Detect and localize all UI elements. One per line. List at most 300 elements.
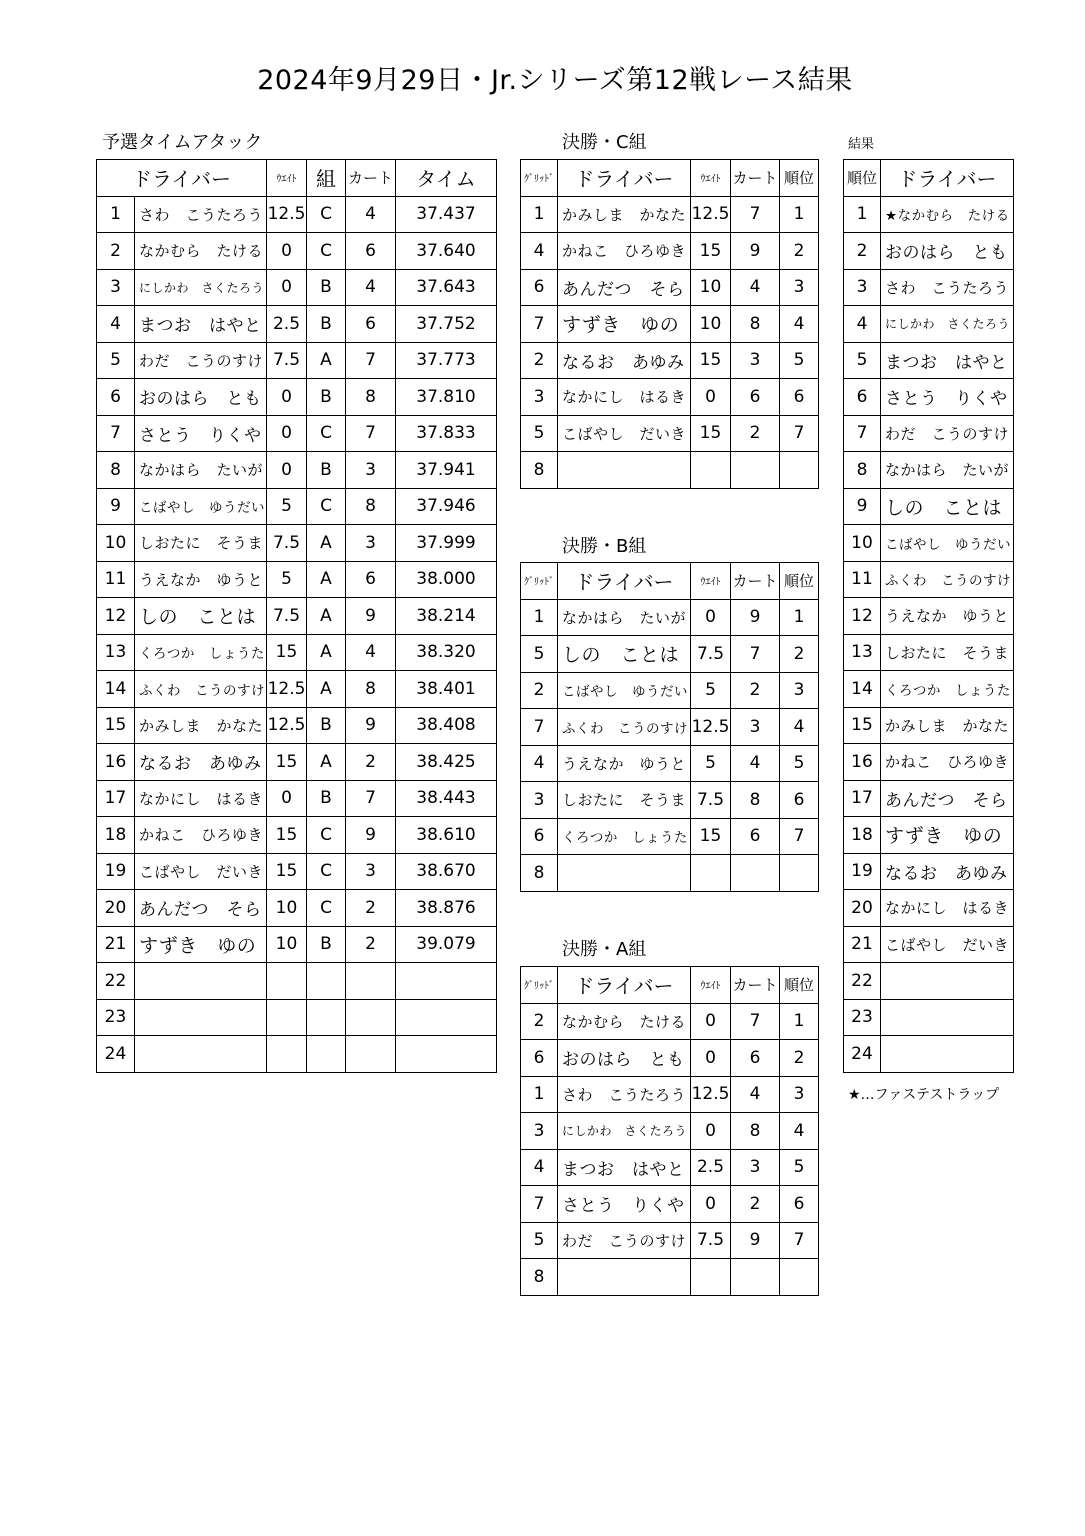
qualifying-label: 予選タイムアタック <box>102 132 263 153</box>
final-b-header-driver: ドライバー <box>558 563 691 600</box>
driver-name: ふくわ こうのすけ <box>135 671 267 708</box>
table-row <box>521 415 819 452</box>
final-b-table <box>520 562 819 892</box>
overall-rank: 12 <box>844 598 881 635</box>
driver-name: すずき ゆの <box>881 817 1014 854</box>
driver-name: こばやし ゆうだい <box>881 525 1014 562</box>
kart-number: 3 <box>731 709 780 746</box>
table-row <box>97 890 497 927</box>
driver-name: ★なかむら たける <box>881 196 1014 233</box>
qualifying-header-row <box>97 160 497 197</box>
driver-name: しの ことは <box>881 488 1014 525</box>
grid-position: 6 <box>521 269 558 306</box>
finish-rank: 3 <box>780 269 819 306</box>
final-a-header-row <box>521 967 819 1004</box>
kart-number: 8 <box>731 306 780 343</box>
kart-number: 4 <box>731 1076 780 1113</box>
qualifying-table <box>96 159 497 1073</box>
overall-rank: 14 <box>844 671 881 708</box>
group-value: A <box>307 598 346 635</box>
driver-name: すずき ゆの <box>135 926 267 963</box>
overall-rank: 23 <box>844 999 881 1036</box>
grid-position: 6 <box>521 818 558 855</box>
kart-number: 4 <box>731 269 780 306</box>
qualifying-position: 18 <box>97 817 135 854</box>
finish-rank: 2 <box>780 636 819 673</box>
driver-name: なかにし はるき <box>558 379 691 416</box>
driver-name: さわ こうたろう <box>558 1076 691 1113</box>
weight-value: 0 <box>691 1040 731 1077</box>
kart-number: 9 <box>346 707 396 744</box>
overall-rank: 2 <box>844 233 881 270</box>
group-value: B <box>307 452 346 489</box>
kart-number <box>731 855 780 892</box>
table-row <box>844 379 1014 416</box>
final-b-header-row <box>521 563 819 600</box>
group-value: B <box>307 379 346 416</box>
driver-name: おのはら とも <box>558 1040 691 1077</box>
overall-rank: 17 <box>844 780 881 817</box>
driver-name: なかにし はるき <box>881 890 1014 927</box>
qualifying-position: 22 <box>97 963 135 1000</box>
finish-rank: 4 <box>780 1113 819 1150</box>
kart-number: 2 <box>346 926 396 963</box>
qualifying-position: 2 <box>97 233 135 270</box>
group-value <box>307 963 346 1000</box>
kart-number: 9 <box>346 817 396 854</box>
final-a-table <box>520 966 819 1296</box>
table-row <box>97 269 497 306</box>
qualifying-position: 14 <box>97 671 135 708</box>
qualifying-position: 21 <box>97 926 135 963</box>
group-value: C <box>307 196 346 233</box>
table-row <box>97 744 497 781</box>
weight-value: 2.5 <box>691 1149 731 1186</box>
kart-number: 2 <box>731 1186 780 1223</box>
finish-rank: 6 <box>780 379 819 416</box>
kart-number: 4 <box>346 269 396 306</box>
weight-value: 5 <box>267 561 307 598</box>
kart-number: 7 <box>731 196 780 233</box>
finish-rank: 6 <box>780 1186 819 1223</box>
table-row <box>521 1113 819 1150</box>
table-row <box>521 745 819 782</box>
kart-number: 7 <box>346 342 396 379</box>
kart-number: 3 <box>346 452 396 489</box>
table-row <box>844 963 1014 1000</box>
table-row <box>521 269 819 306</box>
driver-name: なかにし はるき <box>135 780 267 817</box>
driver-name: しの ことは <box>558 636 691 673</box>
table-row <box>521 1076 819 1113</box>
driver-name: くろつか しょうた <box>881 671 1014 708</box>
driver-name <box>135 963 267 1000</box>
results-table <box>843 159 1014 1073</box>
table-row <box>844 890 1014 927</box>
overall-rank: 7 <box>844 415 881 452</box>
kart-number: 9 <box>731 233 780 270</box>
grid-position: 7 <box>521 1186 558 1223</box>
driver-name: かねこ ひろゆき <box>558 233 691 270</box>
table-row <box>521 1149 819 1186</box>
kart-number: 8 <box>731 1113 780 1150</box>
driver-name: こばやし ゆうだい <box>135 488 267 525</box>
driver-name: こばやし だいき <box>558 415 691 452</box>
weight-value: 0 <box>691 1186 731 1223</box>
driver-name: さとう りくや <box>135 415 267 452</box>
finish-rank: 1 <box>780 196 819 233</box>
weight-value <box>267 1036 307 1073</box>
lap-time: 38.000 <box>396 561 497 598</box>
driver-name: なかはら たいが <box>558 599 691 636</box>
overall-rank: 5 <box>844 342 881 379</box>
kart-number: 9 <box>731 1222 780 1259</box>
finish-rank: 6 <box>780 782 819 819</box>
grid-position: 2 <box>521 342 558 379</box>
weight-value: 0 <box>691 1113 731 1150</box>
grid-position: 7 <box>521 709 558 746</box>
finish-rank: 5 <box>780 1149 819 1186</box>
weight-value: 10 <box>267 926 307 963</box>
table-row <box>521 342 819 379</box>
driver-name: しの ことは <box>135 598 267 635</box>
final-c-header-kart: カート <box>731 160 780 197</box>
table-row <box>844 926 1014 963</box>
grid-position: 8 <box>521 452 558 489</box>
final-c-header-row <box>521 160 819 197</box>
lap-time: 37.640 <box>396 233 497 270</box>
qualifying-position: 7 <box>97 415 135 452</box>
group-value: A <box>307 634 346 671</box>
weight-value: 15 <box>691 233 731 270</box>
table-row <box>521 452 819 489</box>
driver-name: わだ こうのすけ <box>558 1222 691 1259</box>
table-row <box>97 780 497 817</box>
driver-name <box>558 452 691 489</box>
driver-name: まつお はやと <box>558 1149 691 1186</box>
qualifying-header-kart: カート <box>346 160 396 197</box>
kart-number: 2 <box>731 672 780 709</box>
driver-name: わだ こうのすけ <box>881 415 1014 452</box>
finish-rank: 4 <box>780 709 819 746</box>
lap-time: 37.833 <box>396 415 497 452</box>
weight-value: 15 <box>267 817 307 854</box>
lap-time: 37.810 <box>396 379 497 416</box>
grid-position: 6 <box>521 1040 558 1077</box>
weight-value: 7.5 <box>691 1222 731 1259</box>
kart-number <box>731 1259 780 1296</box>
table-row <box>97 196 497 233</box>
overall-rank: 10 <box>844 525 881 562</box>
finish-rank: 3 <box>780 1076 819 1113</box>
driver-name: かみしま かなた <box>881 707 1014 744</box>
driver-name: まつお はやと <box>135 306 267 343</box>
overall-rank: 15 <box>844 707 881 744</box>
table-row <box>844 306 1014 343</box>
final-c-table <box>520 159 819 489</box>
results-header-row <box>844 160 1014 197</box>
grid-position: 1 <box>521 1076 558 1113</box>
driver-name: さとう りくや <box>881 379 1014 416</box>
qualifying-header-time: タイム <box>396 160 497 197</box>
driver-name: さとう りくや <box>558 1186 691 1223</box>
grid-position: 3 <box>521 1113 558 1150</box>
weight-value: 7.5 <box>267 598 307 635</box>
lap-time: 37.643 <box>396 269 497 306</box>
lap-time: 37.752 <box>396 306 497 343</box>
driver-name: くろつか しょうた <box>558 818 691 855</box>
driver-name: すずき ゆの <box>558 306 691 343</box>
driver-name: なるお あゆみ <box>881 853 1014 890</box>
driver-name: うえなか ゆうと <box>881 598 1014 635</box>
grid-position: 8 <box>521 1259 558 1296</box>
grid-position: 1 <box>521 196 558 233</box>
weight-value: 0 <box>267 452 307 489</box>
table-row <box>521 599 819 636</box>
group-value: A <box>307 671 346 708</box>
results-header-driver: ドライバー <box>881 160 1014 197</box>
kart-number: 4 <box>346 196 396 233</box>
lap-time: 37.437 <box>396 196 497 233</box>
grid-position: 5 <box>521 636 558 673</box>
driver-name: あんだつ そら <box>135 890 267 927</box>
table-row <box>97 488 497 525</box>
weight-value: 12.5 <box>691 1076 731 1113</box>
final-c-header-driver: ドライバー <box>558 160 691 197</box>
finish-rank <box>780 452 819 489</box>
overall-rank: 19 <box>844 853 881 890</box>
driver-name <box>881 1036 1014 1073</box>
lap-time: 38.876 <box>396 890 497 927</box>
table-row <box>97 1036 497 1073</box>
finish-rank <box>780 1259 819 1296</box>
driver-name: かねこ ひろゆき <box>135 817 267 854</box>
driver-name: あんだつ そら <box>881 780 1014 817</box>
table-row <box>844 525 1014 562</box>
table-row <box>521 782 819 819</box>
finish-rank: 4 <box>780 306 819 343</box>
weight-value: 12.5 <box>691 709 731 746</box>
kart-number: 6 <box>731 818 780 855</box>
weight-value: 12.5 <box>267 671 307 708</box>
kart-number: 6 <box>731 379 780 416</box>
table-row <box>521 306 819 343</box>
table-row <box>97 598 497 635</box>
driver-name: にしかわ さくたろう <box>558 1113 691 1150</box>
qualifying-position: 11 <box>97 561 135 598</box>
table-row <box>97 817 497 854</box>
overall-rank: 21 <box>844 926 881 963</box>
weight-value: 0 <box>267 379 307 416</box>
group-value: B <box>307 707 346 744</box>
kart-number <box>731 452 780 489</box>
final-c-header-grid: ｸﾞﾘｯﾄﾞ <box>521 160 558 197</box>
driver-name: かみしま かなた <box>558 196 691 233</box>
lap-time: 37.946 <box>396 488 497 525</box>
final-b-header-grid: ｸﾞﾘｯﾄﾞ <box>521 563 558 600</box>
final-b-header-weight: ｳｴｲﾄ <box>691 563 731 600</box>
overall-rank: 6 <box>844 379 881 416</box>
kart-number: 7 <box>731 636 780 673</box>
driver-name: おのはら とも <box>881 233 1014 270</box>
table-row <box>844 853 1014 890</box>
weight-value: 0 <box>267 269 307 306</box>
kart-number: 6 <box>731 1040 780 1077</box>
finish-rank: 7 <box>780 818 819 855</box>
weight-value <box>691 452 731 489</box>
group-value: C <box>307 890 346 927</box>
weight-value: 12.5 <box>267 196 307 233</box>
table-row <box>97 415 497 452</box>
group-value: B <box>307 926 346 963</box>
kart-number: 7 <box>346 780 396 817</box>
lap-time: 38.320 <box>396 634 497 671</box>
driver-name: しおたに そうま <box>558 782 691 819</box>
group-value: B <box>307 306 346 343</box>
weight-value: 2.5 <box>267 306 307 343</box>
kart-number: 8 <box>731 782 780 819</box>
table-row <box>844 744 1014 781</box>
driver-name: おのはら とも <box>135 379 267 416</box>
driver-name: なかむら たける <box>135 233 267 270</box>
driver-name: さわ こうたろう <box>135 196 267 233</box>
table-row <box>521 672 819 709</box>
lap-time: 37.999 <box>396 525 497 562</box>
kart-number: 7 <box>346 415 396 452</box>
table-row <box>97 233 497 270</box>
kart-number: 6 <box>346 561 396 598</box>
overall-rank: 16 <box>844 744 881 781</box>
lap-time <box>396 963 497 1000</box>
kart-number: 4 <box>346 634 396 671</box>
driver-name <box>135 1036 267 1073</box>
lap-time: 37.941 <box>396 452 497 489</box>
kart-number: 8 <box>346 379 396 416</box>
overall-rank: 9 <box>844 488 881 525</box>
lap-time: 38.443 <box>396 780 497 817</box>
qualifying-position: 16 <box>97 744 135 781</box>
finish-rank: 1 <box>780 1003 819 1040</box>
final-b-label: 決勝・B組 <box>562 536 647 557</box>
final-c-header-rank: 順位 <box>780 160 819 197</box>
weight-value: 15 <box>691 818 731 855</box>
group-value: A <box>307 525 346 562</box>
grid-position: 4 <box>521 1149 558 1186</box>
weight-value: 15 <box>267 744 307 781</box>
driver-name: にしかわ さくたろう <box>135 269 267 306</box>
table-row <box>844 817 1014 854</box>
table-row <box>521 379 819 416</box>
table-row <box>844 196 1014 233</box>
table-row <box>97 707 497 744</box>
finish-rank: 5 <box>780 342 819 379</box>
final-a-label: 決勝・A組 <box>562 939 647 960</box>
group-value <box>307 1036 346 1073</box>
weight-value: 10 <box>267 890 307 927</box>
group-value: C <box>307 853 346 890</box>
driver-name: なるお あゆみ <box>558 342 691 379</box>
group-value <box>307 999 346 1036</box>
kart-number: 3 <box>346 525 396 562</box>
driver-name: まつお はやと <box>881 342 1014 379</box>
table-row <box>844 269 1014 306</box>
overall-rank: 1 <box>844 196 881 233</box>
kart-number: 7 <box>731 1003 780 1040</box>
lap-time <box>396 1036 497 1073</box>
results-label: 結果 <box>848 137 875 152</box>
overall-rank: 4 <box>844 306 881 343</box>
lap-time: 38.670 <box>396 853 497 890</box>
qualifying-position: 6 <box>97 379 135 416</box>
weight-value: 7.5 <box>691 636 731 673</box>
qualifying-position: 1 <box>97 196 135 233</box>
lap-time: 38.401 <box>396 671 497 708</box>
overall-rank: 24 <box>844 1036 881 1073</box>
driver-name <box>558 1259 691 1296</box>
lap-time: 37.773 <box>396 342 497 379</box>
table-row <box>844 999 1014 1036</box>
table-row <box>97 963 497 1000</box>
overall-rank: 22 <box>844 963 881 1000</box>
driver-name: ふくわ こうのすけ <box>558 709 691 746</box>
overall-rank: 20 <box>844 890 881 927</box>
weight-value: 5 <box>267 488 307 525</box>
table-row <box>97 853 497 890</box>
weight-value: 0 <box>691 1003 731 1040</box>
kart-number: 9 <box>346 598 396 635</box>
table-row <box>844 780 1014 817</box>
table-row <box>97 306 497 343</box>
table-row <box>521 1003 819 1040</box>
weight-value <box>267 999 307 1036</box>
table-row <box>521 636 819 673</box>
table-row <box>844 342 1014 379</box>
overall-rank: 3 <box>844 269 881 306</box>
qualifying-position: 4 <box>97 306 135 343</box>
weight-value: 0 <box>267 780 307 817</box>
kart-number <box>346 1036 396 1073</box>
driver-name: しおたに そうま <box>881 634 1014 671</box>
grid-position: 3 <box>521 782 558 819</box>
driver-name: なかむら たける <box>558 1003 691 1040</box>
group-value: C <box>307 817 346 854</box>
final-c-label: 決勝・C組 <box>562 132 647 153</box>
driver-name: ふくわ こうのすけ <box>881 561 1014 598</box>
driver-name: わだ こうのすけ <box>135 342 267 379</box>
table-row <box>521 196 819 233</box>
finish-rank: 1 <box>780 599 819 636</box>
grid-position: 2 <box>521 672 558 709</box>
table-row <box>844 707 1014 744</box>
weight-value: 0 <box>267 233 307 270</box>
table-row <box>97 671 497 708</box>
driver-name <box>881 999 1014 1036</box>
qualifying-position: 13 <box>97 634 135 671</box>
grid-position: 5 <box>521 1222 558 1259</box>
finish-rank: 3 <box>780 672 819 709</box>
driver-name: うえなか ゆうと <box>135 561 267 598</box>
lap-time <box>396 999 497 1036</box>
weight-value: 7.5 <box>267 342 307 379</box>
table-row <box>844 1036 1014 1073</box>
weight-value: 15 <box>691 342 731 379</box>
weight-value: 0 <box>691 379 731 416</box>
table-row <box>844 452 1014 489</box>
weight-value: 7.5 <box>267 525 307 562</box>
weight-value: 12.5 <box>267 707 307 744</box>
grid-position: 2 <box>521 1003 558 1040</box>
qualifying-header-driver: ドライバー <box>97 160 267 197</box>
